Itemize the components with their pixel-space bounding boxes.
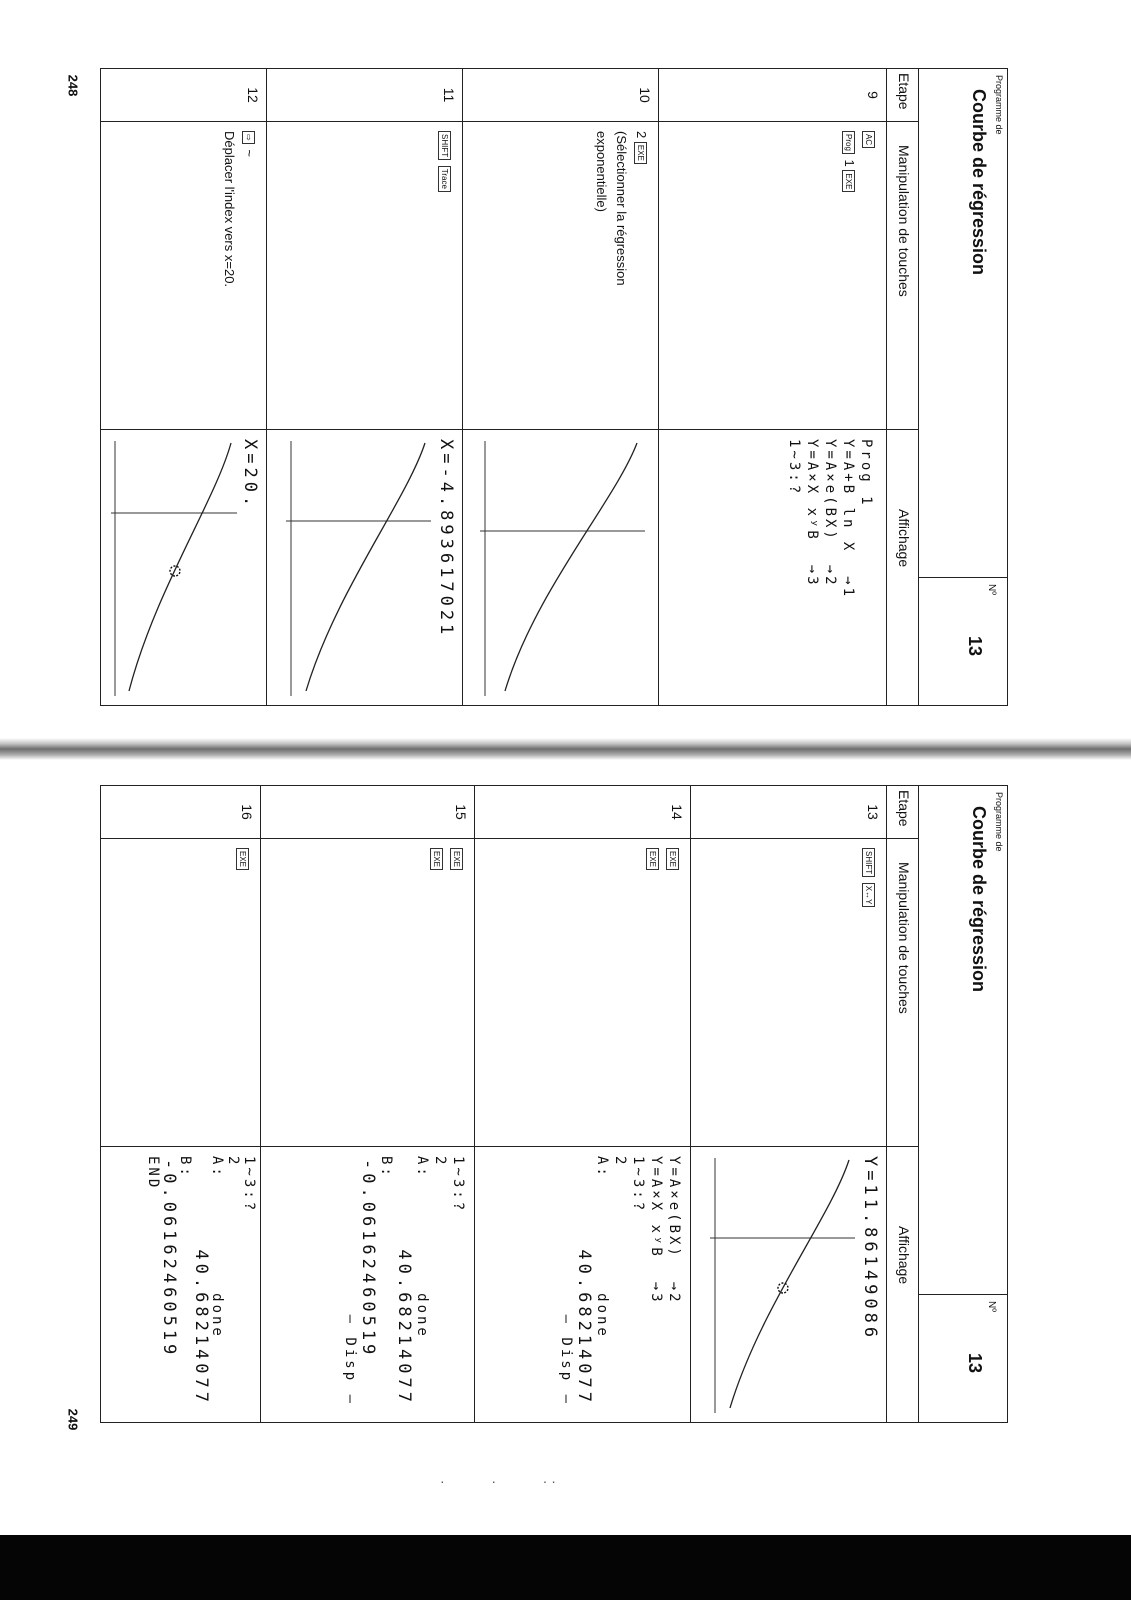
key-note: Déplacer l'index vers x=20. <box>222 131 237 288</box>
column-headers <box>886 786 919 1422</box>
table-row <box>690 786 887 1422</box>
key-sequence: 2 EXE (Sélectionner la régression exponentielle) <box>594 131 649 286</box>
program-label: Programme de <box>994 75 1004 135</box>
program-title: Courbe de régression <box>969 806 989 993</box>
table-row <box>658 69 887 705</box>
regression-graph <box>107 441 237 701</box>
step-number: 13 <box>865 804 881 820</box>
key-shift: SHIFT <box>862 848 875 877</box>
number-label: Nº <box>986 584 997 595</box>
scan-dots: · · · · <box>440 1473 556 1489</box>
scan-border <box>0 1535 1131 1600</box>
table-row <box>474 786 691 1422</box>
key-sequence: ⇨ ~ Déplacer l'index vers x=20. <box>222 131 257 288</box>
key-sequence <box>839 131 879 194</box>
display-text: 1~3:? 2 A: done 40.68214077 B: -0.06162460519 – Disp – <box>342 1156 466 1406</box>
table-row <box>101 786 261 1422</box>
regression-graph <box>705 1158 855 1418</box>
display-text: Prog 1 Y=A+B ln X →1 Y=A×e(BX) →2 Y=A×X xʸB →3 1~3:? <box>786 439 874 600</box>
col-manipulation: Manipulation de touches <box>896 145 912 297</box>
step-number: 12 <box>245 87 261 103</box>
key-sequence <box>435 131 455 194</box>
display-text: Y=A×e(BX) →2 Y=A×X xʸB →3 1~3:? 2 A: done 40.68214077 – Disp – <box>558 1156 682 1406</box>
key-shift: SHIFT <box>438 131 451 160</box>
display-text: 1~3:? 2 A: done 40.68214077 B: -0.06162460519 END <box>145 1156 257 1406</box>
display-text: Y=11.86149086 <box>860 1156 880 1342</box>
page-spine <box>0 738 1131 760</box>
key-exe: EXE <box>842 170 855 192</box>
key-exe: EXE <box>236 848 249 870</box>
key-exe: EXE <box>450 848 463 870</box>
key-ac: AC <box>862 131 875 148</box>
program-title: Courbe de régression <box>969 89 989 276</box>
col-affichage: Affichage <box>896 1226 912 1285</box>
step-number: 15 <box>453 804 469 820</box>
sheet-header <box>918 786 1007 1422</box>
program-number-box <box>919 1294 1007 1425</box>
table-row <box>266 69 463 705</box>
step-number: 11 <box>441 87 457 103</box>
table-row <box>101 69 267 705</box>
number-label: Nº <box>986 1301 997 1312</box>
key-sequence <box>859 848 879 909</box>
key-swap: X↔Y <box>862 883 875 908</box>
program-number-box <box>919 577 1007 708</box>
table-row <box>260 786 475 1422</box>
column-headers <box>886 69 919 705</box>
page-number-left: 248 <box>65 74 81 97</box>
key-exe: EXE <box>430 848 443 870</box>
program-number: 13 <box>965 1353 985 1374</box>
key-digit: 1 <box>842 159 857 167</box>
step-number: 9 <box>865 91 881 99</box>
key-note: exponentielle) <box>594 131 609 212</box>
sheet-header <box>918 69 1007 705</box>
col-etape: Etape <box>896 73 912 110</box>
key-sequence <box>643 848 683 872</box>
program-number: 13 <box>965 636 985 657</box>
key-exe: EXE <box>666 848 679 870</box>
key-note: (Sélectionner la régression <box>614 131 629 286</box>
regression-graph <box>281 441 431 701</box>
key-prog: Prog <box>842 131 855 154</box>
key-sequence <box>233 848 253 872</box>
col-etape: Etape <box>896 790 912 827</box>
col-manipulation: Manipulation de touches <box>896 862 912 1014</box>
key-arrow-right: ⇨ <box>242 131 255 144</box>
key-exe: EXE <box>634 142 647 164</box>
program-label: Programme de <box>994 792 1004 852</box>
regression-graph <box>475 441 645 701</box>
table-row <box>462 69 659 705</box>
step-number: 14 <box>669 804 685 820</box>
key-trace: Trace <box>438 166 451 192</box>
sheet-page-249 <box>100 785 1008 1423</box>
col-affichage: Affichage <box>896 509 912 568</box>
key-exe: EXE <box>646 848 659 870</box>
sheet-page-248 <box>100 68 1008 706</box>
key-sequence <box>427 848 467 872</box>
step-number: 10 <box>637 87 653 103</box>
display-text: X=20. <box>240 439 260 511</box>
page-number-right: 249 <box>65 1408 81 1431</box>
display-text: X=-4.893617021 <box>436 439 456 639</box>
step-number: 16 <box>239 804 255 820</box>
